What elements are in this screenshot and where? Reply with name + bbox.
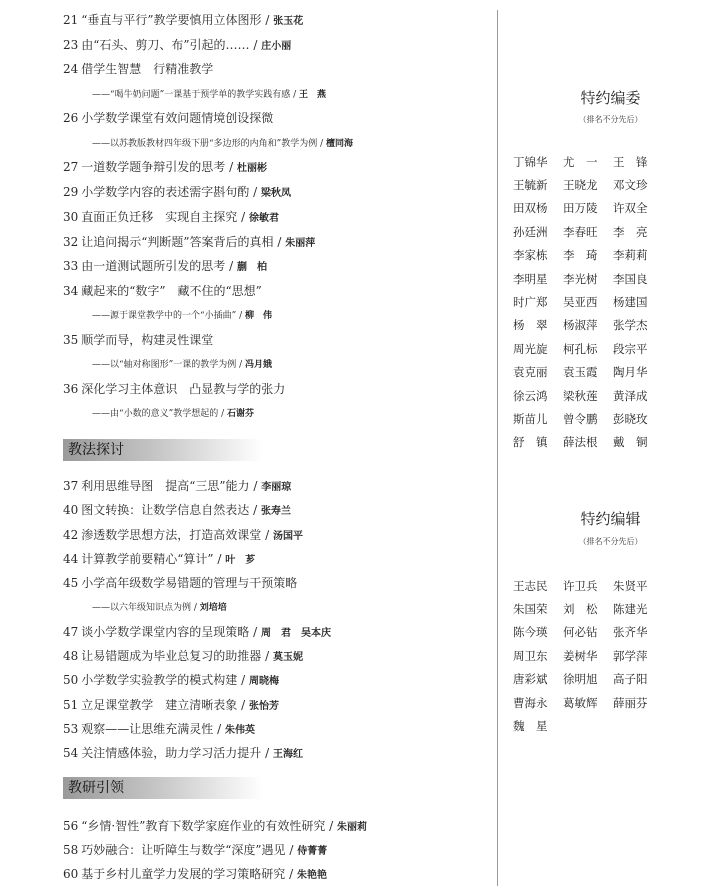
toc-entry[interactable] [63,502,291,520]
person-name: 田万陵 [563,201,598,216]
toc-subtitle [92,87,326,103]
toc-entry[interactable] [63,381,285,399]
toc-entry[interactable] [63,283,262,301]
person-name: 朱国荣 [513,602,548,617]
page-number: 56 [63,819,79,833]
toc-entry[interactable] [63,551,255,569]
page-number: 21 [63,13,79,27]
name-row [513,644,663,667]
article-author: 朱艳艳 [296,870,327,881]
person-name: 许卫兵 [563,578,598,593]
name-row [513,621,663,644]
person-name: 张学杰 [613,318,648,333]
article-author: 庄小丽 [261,41,292,52]
toc-entry[interactable] [63,332,213,350]
page-number: 45 [63,576,79,590]
ranking-note: （排名不分先后） [578,537,643,546]
article-author: 石谢芬 [226,409,254,419]
toc-entry[interactable] [63,648,303,666]
name-row [513,150,663,173]
article-author: 王海红 [272,749,303,760]
person-name: 姜树华 [563,648,598,663]
toc-entry[interactable] [63,842,327,860]
article-title: 立足课堂教学 建立清晰表象 / [81,698,249,712]
person-name: 郭学萍 [613,648,648,663]
person-name: 李国良 [613,271,648,286]
person-name: 王晓龙 [563,178,598,193]
name-row [513,714,663,737]
toc-subtitle [92,136,353,152]
page-number: 30 [63,210,79,224]
article-title: 由一道测试题所引发的思考 / [81,259,237,273]
page-number: 26 [63,111,79,125]
article-subtitle: ——以六年级知识点为例 / [92,603,200,613]
page-number: 35 [63,333,79,347]
toc-entry[interactable] [63,624,331,642]
name-row [513,597,663,620]
toc-entry[interactable] [63,672,279,690]
article-title: 渗透数学思想方法，打造高效课堂 / [81,528,273,542]
article-subtitle: ——以苏教版教材四年级下册“多边形的内角和”教学为例 / [92,139,326,149]
article-author: 张怡芳 [248,701,279,712]
name-row [513,314,663,337]
article-title: 借学生智慧 行精准教学 [81,62,214,76]
person-name: 许双全 [613,201,648,216]
person-name: 李 亮 [613,224,648,239]
person-name: 李家栋 [513,248,548,263]
person-name: 吴亚西 [563,295,598,310]
page-number: 33 [63,259,79,273]
article-title: 让易错题成为毕业总复习的助推器 / [81,649,273,663]
article-author: 周晓梅 [248,676,279,687]
article-subtitle: ——以“轴对称图形”一课的教学为例 / [92,360,245,370]
article-title: 让追问揭示“判断题”答案背后的真相 / [81,235,286,249]
article-title: 深化学习主体意识 凸显教与学的张力 [81,382,286,396]
article-title: 计算教学前要精心“算计” / [81,552,226,566]
toc-subtitle [92,357,272,373]
page-number: 34 [63,284,79,298]
person-name: 徐明旭 [563,672,598,687]
section-header-teaching-methods [63,439,263,461]
person-name: 李春旺 [563,224,598,239]
article-author: 张玉花 [273,16,304,27]
toc-entry[interactable] [63,12,303,30]
name-row [513,173,663,196]
page-number: 47 [63,625,79,639]
page-number: 32 [63,235,79,249]
toc-subtitle [92,600,227,616]
section-title: 教法探讨 [68,442,124,458]
article-author: 蒯 柏 [236,262,267,273]
person-name: 王 锋 [613,154,648,169]
article-subtitle: ——由“小数的意义”教学想起的 / [92,409,227,419]
name-row [513,220,663,243]
article-author: 朱伟英 [224,725,255,736]
page-number: 42 [63,528,79,542]
name-row [513,337,663,360]
article-author: 汤国平 [272,531,303,542]
person-name: 黄泽成 [613,388,648,403]
person-name: 刘 松 [563,602,598,617]
toc-entry[interactable] [63,478,291,496]
article-author: 张寿兰 [260,506,291,517]
article-title: 图文转换：让数学信息自然表达 / [81,503,261,517]
toc-entry[interactable] [63,721,255,739]
toc-entry[interactable] [63,209,279,227]
article-title: 小学数学实验教学的模式构建 / [81,673,249,687]
article-author: 王 燕 [298,90,326,100]
article-author: 李丽琼 [261,482,292,493]
article-author: 梁秋凤 [260,188,291,199]
person-name: 梁秋莲 [563,388,598,403]
name-row [513,290,663,313]
person-name: 朱贤平 [613,578,648,593]
person-name: 葛敏辉 [563,695,598,710]
person-name: 舒 镇 [513,435,548,450]
toc-entry[interactable] [63,37,291,55]
page-number: 53 [63,722,79,736]
person-name: 何必钻 [563,625,598,640]
person-name: 徐云鸿 [513,388,548,403]
page-number: 27 [63,160,79,174]
article-title: 顺学而导，构建灵性课堂 [81,333,214,347]
page-number: 24 [63,62,79,76]
name-row [513,244,663,267]
article-title: 一道数学题争辩引发的思考 / [81,160,237,174]
person-name: 周光旋 [513,341,548,356]
person-name: 袁克丽 [513,365,548,380]
person-name: 薛丽芬 [613,695,648,710]
article-author: 朱丽莉 [337,822,368,833]
person-name: 魏 星 [513,719,548,734]
person-name: 尤 一 [563,154,598,169]
name-row [513,691,663,714]
toc-entry[interactable] [63,234,315,252]
special-editorial-board-title: 特约编委 [580,89,641,107]
toc-entry[interactable] [63,527,303,545]
section-title: 教研引领 [68,780,124,796]
person-name: 杨建国 [613,295,648,310]
name-row [513,384,663,407]
ranking-note: （排名不分先后） [578,115,643,124]
special-editors-title: 特约编辑 [580,510,641,528]
page-number: 23 [63,38,79,52]
person-name: 李 琦 [563,248,598,263]
page-number: 58 [63,843,79,857]
article-author: 叶 芗 [225,555,256,566]
name-row [513,361,663,384]
toc-entry[interactable] [63,61,213,79]
editor-names [513,574,663,738]
person-name: 周卫东 [513,648,548,663]
person-name: 彭晓玫 [613,411,648,426]
article-author: 冯月娥 [244,360,272,370]
article-author: 刘培培 [199,603,227,613]
name-row [513,668,663,691]
name-row [513,197,663,220]
article-title: 基于乡村儿童学力发展的学习策略研究 / [81,867,297,881]
article-title: 藏起来的“数字” 藏不住的“思想” [81,284,262,298]
page-number: 36 [63,382,79,396]
article-title: 直面正负迁移 实现自主探究 / [81,210,249,224]
article-author: 莫玉妮 [272,652,303,663]
person-name: 丁锦华 [513,154,548,169]
person-name: 唐彩斌 [513,672,548,687]
person-name: 薛法根 [563,435,598,450]
person-name: 李明星 [513,271,548,286]
person-name: 杨淑萍 [563,318,598,333]
article-author: 杜丽彬 [236,163,267,174]
article-author: 周 君 吴本庆 [260,628,331,639]
person-name: 陶月华 [613,365,648,380]
person-name: 孙廷洲 [513,224,548,239]
article-title: 观察——让思维充满灵性 / [81,722,225,736]
article-title: “乡情·智性”教育下数学家庭作业的有效性研究 / [81,819,338,833]
person-name: 时广郑 [513,295,548,310]
toc-entry[interactable] [63,110,273,128]
person-name: 高子阳 [613,672,648,687]
article-author: 徐敏君 [248,213,279,224]
article-author: 朱丽萍 [285,238,316,249]
person-name: 曾令鹏 [563,411,598,426]
column-divider [497,10,498,886]
article-subtitle: ——源于课堂教学中的一个“小插曲” / [92,311,245,321]
person-name: 杨 翠 [513,318,548,333]
article-author: 侍菁菁 [297,846,328,857]
person-name: 陈建光 [613,602,648,617]
page-number: 44 [63,552,79,566]
person-name: 邓文珍 [613,178,648,193]
name-row [513,407,663,430]
person-name: 柯孔标 [563,341,598,356]
person-name: 张齐华 [613,625,648,640]
section-header-research-leadership [63,777,263,799]
toc-entry[interactable] [63,184,291,202]
article-subtitle: ——“喝牛奶问题”一课基于预学单的教学实践有感 / [92,90,299,100]
toc-entry[interactable] [63,258,267,276]
person-name: 王志民 [513,578,548,593]
person-name: 斯苗儿 [513,411,548,426]
page-number: 50 [63,673,79,687]
name-row [513,267,663,290]
page-number: 51 [63,698,79,712]
toc-entry[interactable] [63,818,367,836]
person-name: 段宗平 [613,341,648,356]
toc-entry[interactable] [63,866,327,884]
name-row [513,574,663,597]
page-number: 29 [63,185,79,199]
person-name: 李光树 [563,271,598,286]
article-title: 小学数学课堂有效问题情境创设探微 [81,111,274,125]
page-number: 40 [63,503,79,517]
article-author: 柳 伟 [244,311,272,321]
article-title: 小学高年级数学易错题的管理与干预策略 [81,576,298,590]
page-number: 54 [63,746,79,760]
page-number: 37 [63,479,79,493]
article-title: 小学数学内容的表述需字斟句酌 / [81,185,261,199]
toc-entry[interactable] [63,745,303,763]
name-row [513,431,663,454]
article-title: 由“石头、剪刀、布”引起的…… / [81,38,262,52]
article-title: 关注情感体验，助力学习活力提升 / [81,746,273,760]
toc-entry[interactable] [63,575,297,593]
page-number: 48 [63,649,79,663]
person-name: 戴 铜 [613,435,648,450]
page-number: 60 [63,867,79,881]
toc-entry[interactable] [63,159,267,177]
person-name: 田双杨 [513,201,548,216]
article-author: 檀同海 [325,139,353,149]
person-name: 曹海永 [513,695,548,710]
toc-subtitle [92,406,254,422]
article-title: 巧妙融合：让听障生与数学“深度”遇见 / [81,843,298,857]
toc-entry[interactable] [63,697,279,715]
article-title: 利用思维导图 提高“三思”能力 / [81,479,262,493]
article-title: 谈小学数学课堂内容的呈现策略 / [81,625,261,639]
toc-subtitle [92,308,272,324]
person-name: 王毓新 [513,178,548,193]
person-name: 陈今瑛 [513,625,548,640]
editorial-board-names [513,150,663,454]
person-name: 李莉莉 [613,248,648,263]
person-name: 袁玉霞 [563,365,598,380]
article-title: “垂直与平行”教学要慎用立体图形 / [81,13,274,27]
